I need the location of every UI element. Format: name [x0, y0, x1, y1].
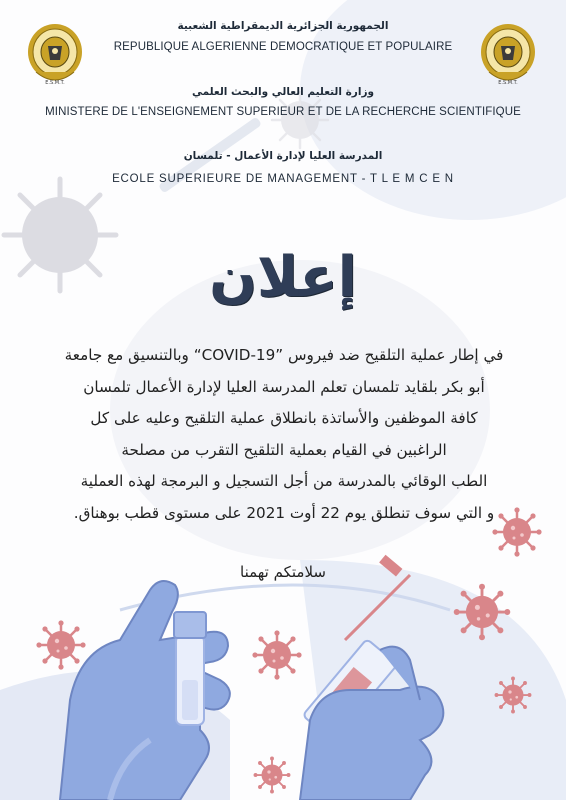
closing-text: سلامتكم تهمنا — [240, 563, 326, 581]
republic-arabic: الجمهورية الجزائرية الديمقراطية الشعبية — [177, 20, 389, 32]
body-line: الراغبين في القيام بعملية التلقيح التقرب من مصلحة — [121, 440, 447, 459]
school-french: ECOLE SUPERIEURE DE MANAGEMENT - T L E M C E N — [112, 173, 454, 185]
school-arabic: المدرسة العليا لإدارة الأعمال - تلمسان — [183, 150, 383, 162]
svg-text:E.S.M.T.: E.S.M.T. — [498, 80, 518, 86]
body-line: الطب الوقائي بالمدرسة من أجل التسجيل و البرمجة لهذه العملية — [80, 472, 488, 490]
body-line: أبو بكر بلقايد تلمسان تعلم المدرسة العليا لإدارة الأعمال تلمسان — [83, 377, 485, 396]
ministry-french: MINISTERE DE L'ENSEIGNEMENT SUPERIEUR ET DE LA RECHERCHE SCIENTIFIQUE — [45, 106, 521, 118]
announcement-title: إعلان — [209, 245, 357, 310]
body-line: و التي سوف تنطلق يوم 22 أوت 2021 على مستوى قطب بوهناق. — [73, 503, 495, 522]
body-line: كافة الموظفين والأساتذة بانطلاق عملية التلقيح وعليه على كل — [90, 409, 478, 427]
republic-french: REPUBLIQUE ALGERIENNE DEMOCRATIQUE ET POPULAIRE — [113, 41, 453, 53]
svg-text:E.S.M.T.: E.S.M.T. — [45, 80, 65, 86]
ministry-arabic: وزارة التعليم العالي والبحث العلمي — [191, 86, 375, 98]
announcement-body — [36, 340, 532, 529]
vial-icon — [174, 612, 206, 725]
body-line: في إطار عملية التلقيح ضد فيروس ”COVID-19“ وبالتنسيق مع جامعة — [64, 346, 504, 364]
